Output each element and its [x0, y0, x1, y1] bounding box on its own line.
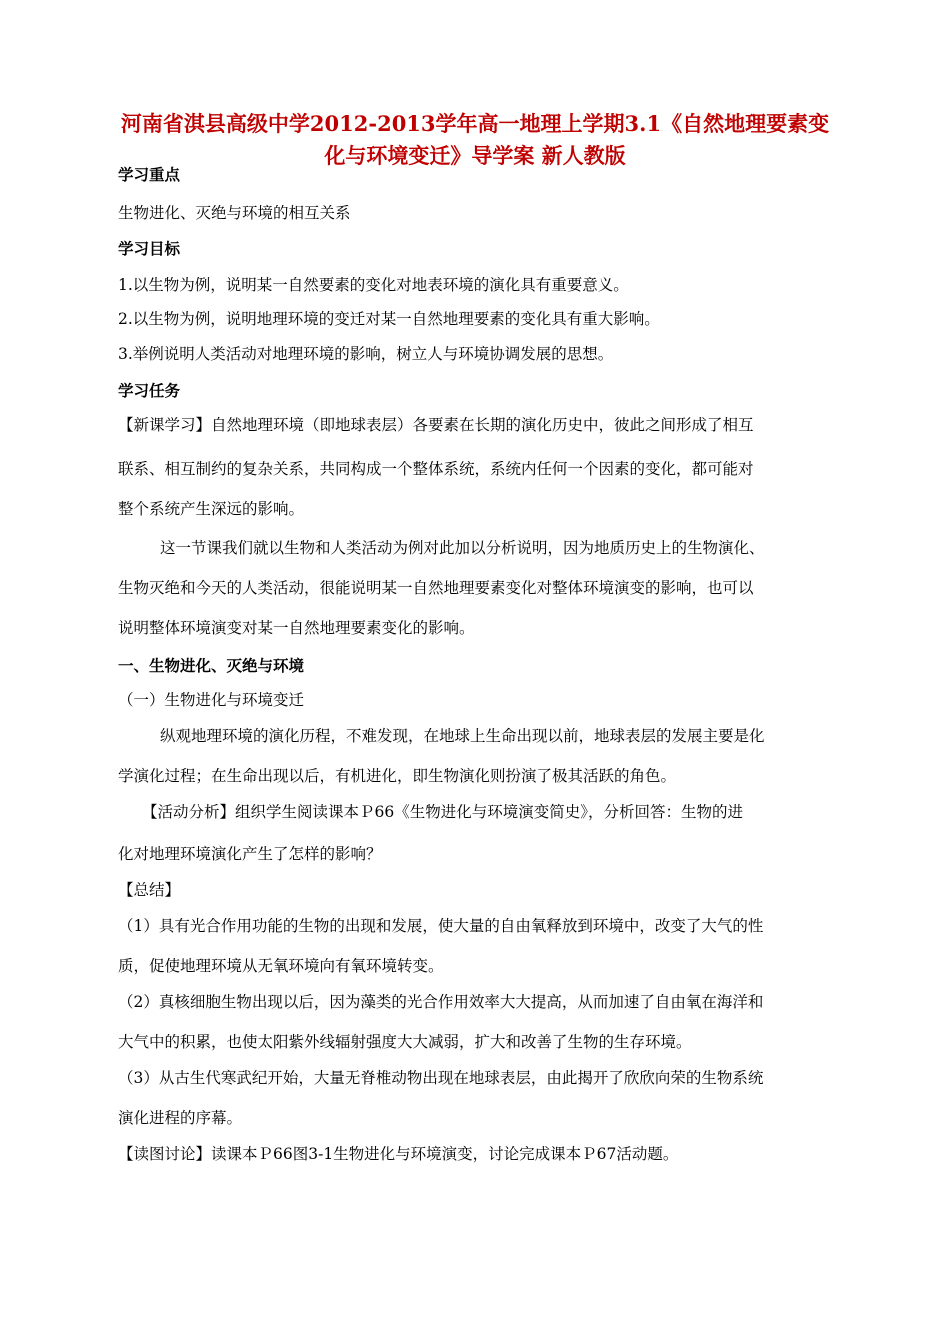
sub1-heading: （一）生物进化与环境变迁	[118, 691, 305, 709]
goal-item: 3.举例说明人类活动对地理环境的影响，树立人与环境协调发展的思想。	[118, 345, 614, 363]
map-discussion-line: 【读图讨论】读课本Ｐ66图3-1生物进化与环境演变，讨论完成课本Ｐ67活动题。	[118, 1145, 679, 1163]
summary-heading: 【总结】	[118, 881, 181, 899]
new-lesson-line: 联系、相互制约的复杂关系，共同构成一个整体系统，系统内任何一个因素的变化，都可能对	[118, 460, 754, 478]
intro-paragraph-line: 生物灭绝和今天的人类活动，很能说明某一自然地理要素变化对整体环境演变的影响，也可以	[118, 579, 754, 597]
document-title: 河南省淇县高级中学2012-2013学年高一地理上学期3.1《自然地理要素变化与环境变迁》导学案 新人教版	[120, 111, 830, 168]
goals-heading: 学习目标	[118, 240, 181, 258]
goal-item: 1.以生物为例，说明某一自然要素的变化对地表环境的演化具有重要意义。	[118, 276, 629, 294]
tasks-heading: 学习任务	[118, 382, 181, 400]
summary-line: 质，促使地理环境从无氧环境向有氧环境转变。	[118, 957, 444, 975]
summary-line: （2）真核细胞生物出现以后，因为藻类的光合作用效率大大提高，从而加速了自由氧在海洋和	[118, 993, 764, 1011]
activity-line: 【活动分析】组织学生阅读课本Ｐ66《生物进化与环境演变简史》，分析回答：生物的进	[142, 803, 743, 821]
new-lesson-line: 整个系统产生深远的影响。	[118, 500, 305, 518]
summary-line: （3）从古生代寒武纪开始，大量无脊椎动物出现在地球表层，由此揭开了欣欣向荣的生物系统	[118, 1069, 764, 1087]
focus-heading: 学习重点	[118, 166, 181, 184]
overview-line: 纵观地理环境的演化历程，不难发现，在地球上生命出现以前，地球表层的发展主要是化	[160, 727, 765, 745]
goal-item: 2.以生物为例，说明地理环境的变迁对某一自然地理要素的变化具有重大影响。	[118, 310, 660, 328]
intro-paragraph-line: 这一节课我们就以生物和人类活动为例对此加以分析说明，因为地质历史上的生物演化、	[160, 539, 765, 557]
summary-line: 演化进程的序幕。	[118, 1109, 243, 1127]
summary-line: 大气中的积累，也使太阳紫外线辐射强度大大减弱，扩大和改善了生物的生存环境。	[118, 1033, 692, 1051]
summary-line: （1）具有光合作用功能的生物的出现和发展，使大量的自由氧释放到环境中，改变了大气的性	[118, 917, 764, 935]
part1-heading: 一、生物进化、灭绝与环境	[118, 657, 305, 675]
intro-paragraph-line: 说明整体环境演变对某一自然地理要素变化的影响。	[118, 619, 475, 637]
focus-text: 生物进化、灭绝与环境的相互关系	[118, 204, 351, 222]
overview-line: 学演化过程；在生命出现以后，有机进化，即生物演化则扮演了极其活跃的角色。	[118, 767, 677, 785]
activity-line: 化对地理环境演化产生了怎样的影响？	[118, 845, 382, 863]
new-lesson-line: 【新课学习】自然地理环境（即地球表层）各要素在长期的演化历史中，彼此之间形成了相互	[118, 416, 754, 434]
